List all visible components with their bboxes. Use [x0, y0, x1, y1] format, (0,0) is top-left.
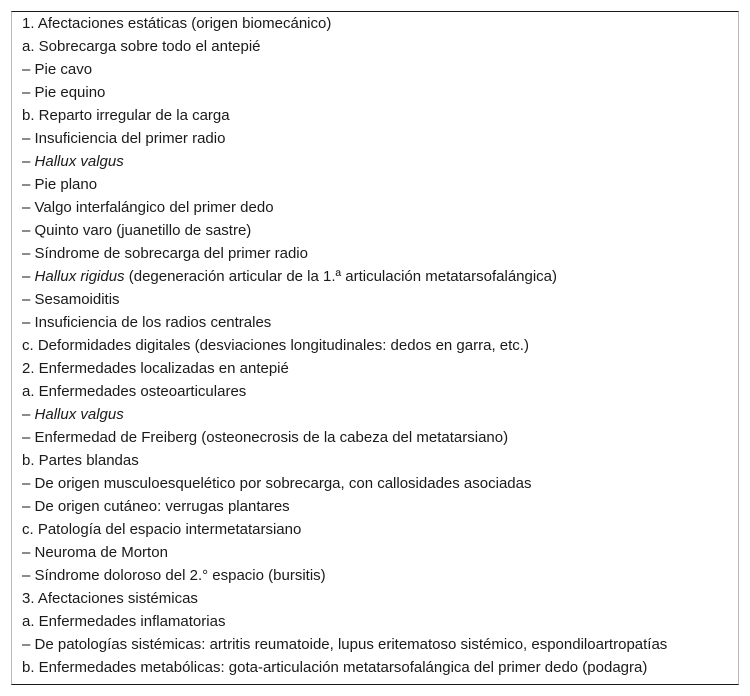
- table-row: [22, 449, 737, 472]
- table-row: [22, 656, 737, 679]
- row-text: – Síndrome doloroso del 2.° espacio (bursitis): [22, 567, 326, 584]
- table-row: [22, 288, 737, 311]
- row-text: b. Enfermedades metabólicas: gota-articulación metatarsofalángica del primer dedo (podagra): [22, 659, 648, 676]
- table-row: [22, 127, 737, 150]
- row-italic-term: Hallux valgus: [34, 153, 124, 170]
- table-row: [22, 242, 737, 265]
- table-row: [22, 610, 737, 633]
- row-text: – Valgo interfalángico del primer dedo: [22, 199, 274, 216]
- row-text: – Pie cavo: [22, 61, 93, 78]
- table-row: [22, 150, 737, 173]
- table-row: [22, 380, 737, 403]
- table-row: [22, 587, 737, 610]
- row-text: – De origen cutáneo: verrugas plantares: [22, 498, 290, 515]
- table-row: [22, 12, 737, 35]
- row-text: (degeneración articular de la 1.ª articulación metatarsofalángica): [124, 268, 558, 285]
- table-row: [22, 196, 737, 219]
- row-text: b. Partes blandas: [22, 452, 139, 469]
- table-row: [22, 334, 737, 357]
- row-text: c. Patología del espacio intermetatarsiano: [22, 521, 302, 538]
- table-row: [22, 564, 737, 587]
- table-row: [22, 265, 737, 288]
- row-prefix: –: [22, 406, 35, 423]
- row-text: – De patologías sistémicas: artritis reumatoide, lupus eritematoso sistémico, espondiloartropatías: [22, 636, 668, 653]
- row-text: – Quinto varo (juanetillo de sastre): [22, 222, 252, 239]
- row-text: – Insuficiencia del primer radio: [22, 130, 226, 147]
- row-text: – Enfermedad de Freiberg (osteonecrosis de la cabeza del metatarsiano): [22, 429, 509, 446]
- row-text: 2. Enfermedades localizadas en antepié: [22, 360, 289, 377]
- row-text: 3. Afectaciones sistémicas: [22, 590, 198, 607]
- row-text: – De origen musculoesquelético por sobrecarga, con callosidades asociadas: [22, 475, 532, 492]
- row-text: a. Enfermedades inflamatorias: [22, 613, 226, 630]
- row-text: – Insuficiencia de los radios centrales: [22, 314, 272, 331]
- row-text: a. Sobrecarga sobre todo el antepié: [22, 38, 261, 55]
- table-row: [22, 541, 737, 564]
- table-row: [22, 495, 737, 518]
- row-italic-term: Hallux rigidus: [34, 268, 125, 285]
- row-text: c. Deformidades digitales (desviaciones longitudinales: dedos en garra, etc.): [22, 337, 529, 354]
- table-row: [22, 104, 737, 127]
- row-text: – Neuroma de Morton: [22, 544, 168, 561]
- table-row: [22, 311, 737, 334]
- table-body: [22, 12, 737, 679]
- row-prefix: –: [22, 268, 35, 285]
- table-row: [22, 35, 737, 58]
- table-row: [22, 403, 737, 426]
- row-text: – Síndrome de sobrecarga del primer radio: [22, 245, 308, 262]
- table-row: [22, 426, 737, 449]
- table-row: [22, 357, 737, 380]
- row-text: a. Enfermedades osteoarticulares: [22, 383, 247, 400]
- row-text: b. Reparto irregular de la carga: [22, 107, 230, 124]
- row-text: – Pie equino: [22, 84, 106, 101]
- row-text: – Pie plano: [22, 176, 98, 193]
- row-text: – Sesamoiditis: [22, 291, 120, 308]
- table-row: [22, 633, 737, 656]
- row-prefix: –: [22, 153, 35, 170]
- table-row: [22, 518, 737, 541]
- table-row: [22, 81, 737, 104]
- table-row: [22, 472, 737, 495]
- row-text: 1. Afectaciones estáticas (origen biomecánico): [22, 15, 332, 32]
- row-italic-term: Hallux valgus: [34, 406, 124, 423]
- table-row: [22, 219, 737, 242]
- table-row: [22, 58, 737, 81]
- table-row: [22, 173, 737, 196]
